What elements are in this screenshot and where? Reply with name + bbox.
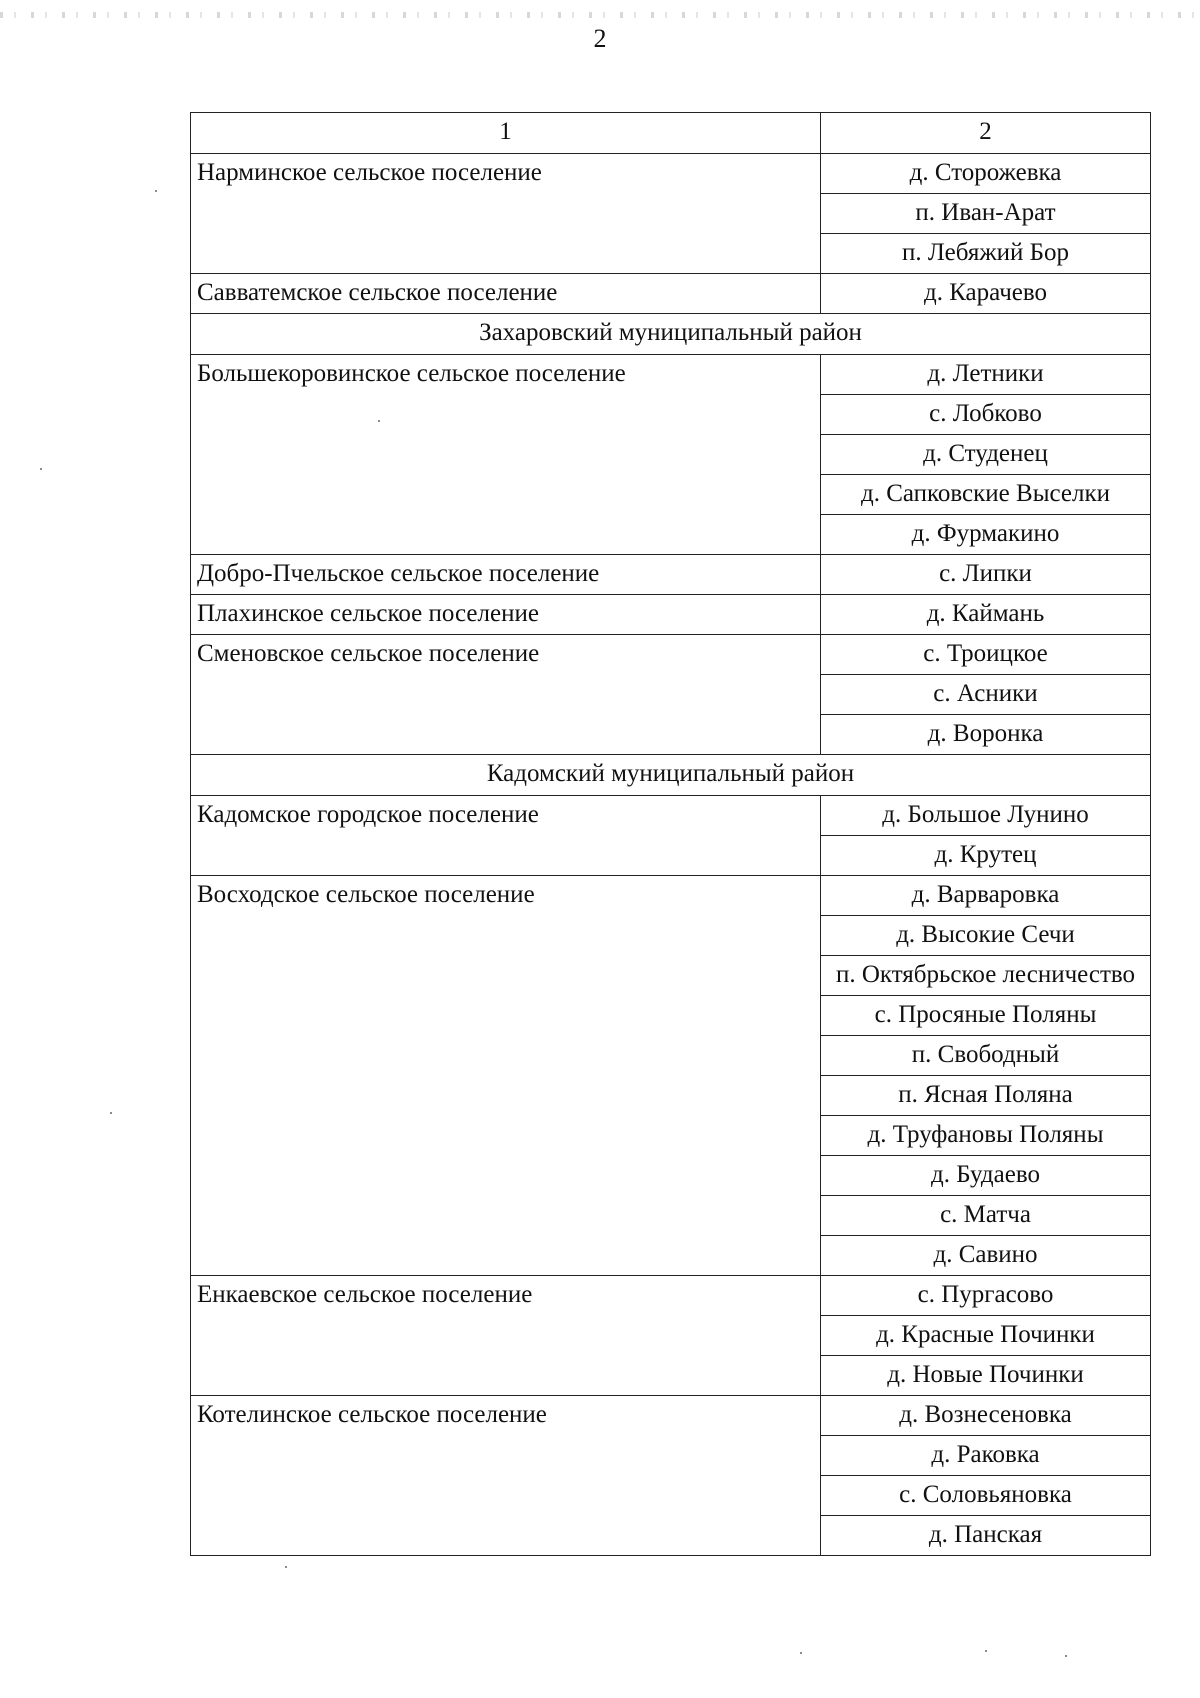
village-name: д. Крутец <box>821 836 1151 876</box>
table-row <box>191 1396 1151 1436</box>
scan-speck <box>800 1652 802 1654</box>
page-number: 2 <box>593 24 607 53</box>
table-row <box>191 1276 1151 1316</box>
village-name: д. Сапковские Выселки <box>821 475 1151 515</box>
scan-speck <box>985 1650 987 1652</box>
village-name: д. Новые Починки <box>821 1356 1151 1396</box>
table-row <box>191 355 1151 395</box>
village-name: д. Карачево <box>821 274 1151 314</box>
village-name: д. Труфановы Поляны <box>821 1116 1151 1156</box>
village-name: с. Липки <box>821 555 1151 595</box>
scan-speck <box>1065 1655 1067 1657</box>
settlement-name: Котелинское сельское поселение <box>191 1396 821 1556</box>
settlement-name: Добро-Пчельское сельское поселение <box>191 555 821 595</box>
village-name: с. Просяные Поляны <box>821 996 1151 1036</box>
village-name: с. Лобково <box>821 395 1151 435</box>
settlement-name: Большекоровинское сельское поселение <box>191 355 821 555</box>
district-row <box>191 755 1151 796</box>
scan-speck <box>40 468 42 470</box>
village-name: п. Свободный <box>821 1036 1151 1076</box>
column-header-1: 1 <box>191 113 821 154</box>
scan-speck <box>155 190 157 192</box>
table-row <box>191 876 1151 916</box>
village-name: д. Красные Починки <box>821 1316 1151 1356</box>
village-name: с. Пургасово <box>821 1276 1151 1316</box>
village-name: с. Асники <box>821 675 1151 715</box>
settlements-table <box>190 112 1151 1556</box>
settlement-name: Енкаевское сельское поселение <box>191 1276 821 1396</box>
village-name: д. Будаево <box>821 1156 1151 1196</box>
scan-speck <box>285 1566 287 1568</box>
village-name: д. Панская <box>821 1516 1151 1556</box>
village-name: п. Октябрьское лесничество <box>821 956 1151 996</box>
village-name: д. Большое Лунино <box>821 796 1151 836</box>
village-name: д. Студенец <box>821 435 1151 475</box>
district-row <box>191 314 1151 355</box>
table-row <box>191 555 1151 595</box>
village-name: д. Фурмакино <box>821 515 1151 555</box>
scan-noise-top <box>0 12 1200 18</box>
village-name: п. Лебяжий Бор <box>821 234 1151 274</box>
column-header-2: 2 <box>821 113 1151 154</box>
settlement-name: Плахинское сельское поселение <box>191 595 821 635</box>
village-name: д. Савино <box>821 1236 1151 1276</box>
table-row <box>191 274 1151 314</box>
village-name: с. Матча <box>821 1196 1151 1236</box>
table-body <box>191 113 1151 1556</box>
village-name: д. Вознесеновка <box>821 1396 1151 1436</box>
village-name: п. Ясная Поляна <box>821 1076 1151 1116</box>
settlement-name: Кадомское городское поселение <box>191 796 821 876</box>
scan-speck <box>378 420 380 422</box>
district-name: Захаровский муниципальный район <box>191 314 1151 355</box>
village-name: д. Воронка <box>821 715 1151 755</box>
settlement-name: Нарминское сельское поселение <box>191 154 821 274</box>
table-header-row <box>191 113 1151 154</box>
village-name: с. Троицкое <box>821 635 1151 675</box>
district-name: Кадомский муниципальный район <box>191 755 1151 796</box>
village-name: д. Варваровка <box>821 876 1151 916</box>
village-name: д. Каймань <box>821 595 1151 635</box>
village-name: д. Сторожевка <box>821 154 1151 194</box>
table-row <box>191 595 1151 635</box>
table-row <box>191 635 1151 675</box>
village-name: д. Высокие Сечи <box>821 916 1151 956</box>
settlement-name: Восходское сельское поселение <box>191 876 821 1276</box>
settlement-name: Савватемское сельское поселение <box>191 274 821 314</box>
scan-speck <box>110 1112 112 1114</box>
village-name: д. Раковка <box>821 1436 1151 1476</box>
table-row <box>191 796 1151 836</box>
table-row <box>191 154 1151 194</box>
village-name: п. Иван-Арат <box>821 194 1151 234</box>
village-name: д. Летники <box>821 355 1151 395</box>
village-name: с. Соловьяновка <box>821 1476 1151 1516</box>
settlement-name: Сменовское сельское поселение <box>191 635 821 755</box>
